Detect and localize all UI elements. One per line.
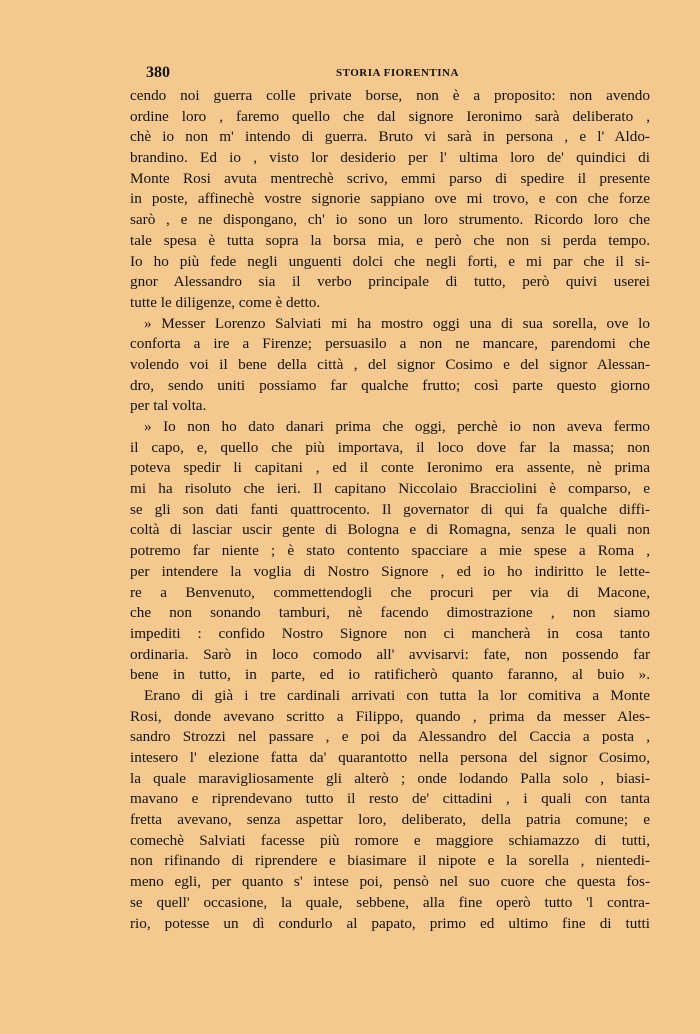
text-line: se gli son dati fanti quattrocento. Il governator di qui fa qualche diffi-	[130, 500, 650, 518]
text-line: re a Benvenuto, commettendogli che procuri per via di Macone,	[130, 583, 650, 601]
text-line: chè io non m' intendo di guerra. Bruto vi sarà in persona , e l' Aldo-	[130, 128, 650, 146]
text-line: Monte Rosi avuta mentrechè scrivo, emmi parso di spedire il presente	[130, 169, 650, 187]
text-line: volendo voi il bene della città , del signor Cosimo e del signor Alessan-	[130, 355, 650, 373]
text-line: Rosi, donde avevano scritto a Filippo, quando , prima da messer Ales-	[130, 707, 650, 725]
page-header	[146, 64, 651, 84]
text-line: fretta avevano, senza aspettar loro, deliberato, della patria comune; e	[130, 811, 650, 829]
page-number: 380	[146, 64, 170, 81]
text-line: mavano e riprendevano tutto il resto de' cittadini , i quali con tanta	[130, 790, 650, 808]
text-line: tutte le diligenze, come è detto.	[130, 293, 321, 311]
body-text	[130, 86, 650, 934]
text-line: Io ho più fede negli unguenti dolci che negli forti, e mi par che il si-	[130, 252, 650, 270]
text-line: potremo far niente ; è stato contento spacciare a mie spese a Roma ,	[130, 542, 650, 560]
text-line: per intendere la voglia di Nostro Signore , ed io ho indiritto le lette-	[130, 562, 650, 580]
text-line: meno egli, per quanto s' intese poi, pensò nel suo cuore che questa fos-	[130, 873, 650, 891]
text-line: il capo, e, quello che più importava, il loco dove far la massa; non	[130, 438, 650, 456]
text-line: per tal volta.	[130, 397, 207, 415]
text-line: bene in tutto, in parte, ed io ratificherò quanto faranno, al buio ».	[130, 666, 650, 684]
text-line: che non sonando tamburi, nè facendo dimostrazione , non siamo	[130, 604, 650, 622]
text-line: ordine loro , faremo quello che dal signore Ieronimo sarà deliberato ,	[130, 107, 650, 125]
text-line: » Messer Lorenzo Salviati mi ha mostro oggi una di sua sorella, ove lo	[144, 314, 650, 332]
text-line: brandino. Ed io , visto lor desiderio per l' ultima loro de' quindici di	[130, 149, 650, 167]
text-line: ordinaria. Sarò in loco comodo all' avvisarvi: fate, non possendo far	[130, 645, 650, 663]
text-line: coltà di lasciar uscir gente di Bologna e di Romagna, senza le quali non	[130, 521, 650, 539]
text-line: poteva spedir li capitani , ed il conte Ieronimo era assente, nè prima	[130, 459, 650, 477]
text-line: sandro Strozzi nel passare , e poi da Alessandro del Caccia a posta ,	[130, 728, 650, 746]
text-line: Erano di già i tre cardinali arrivati con tutta la lor comitiva a Monte	[144, 686, 650, 704]
text-line: non rifinando di riprendere e biasimare il nipote e la sorella , nientedi-	[130, 852, 650, 870]
text-line: gnor Alessandro sia il verbo principale di tutto, però quivi userei	[130, 273, 650, 291]
text-line: mi ha risoluto che ieri. Il capitano Niccolaio Bracciolini è comparso, e	[130, 480, 650, 498]
text-line: » Io non ho dato danari prima che oggi, perchè io non aveva fermo	[144, 418, 650, 435]
text-line: se quell' occasione, la quale, sebbene, alla fine operò tutto 'l contra-	[130, 893, 650, 911]
text-line: cendo noi guerra colle private borse, non è a proposito: non avendo	[130, 87, 650, 104]
text-line: dro, sendo uniti possiamo far qualche frutto; così parte questo giorno	[130, 376, 650, 394]
text-line: tale spesa è tutta sopra la borsa mia, e però che non si perda tempo.	[130, 231, 650, 249]
text-line: intesero l' elezione fatta da' quarantotto nella persona del signor Cosimo,	[130, 749, 650, 766]
text-line: sarò , e ne dispongano, ch' io sono un loro strumento. Ricordo loro che	[130, 211, 650, 229]
text-line: in poste, affinechè vostre signorie sappiano ove mi trovo, e con che forze	[130, 190, 650, 208]
text-line: impediti : confido Nostro Signore non ci mancherà in cosa tanto	[130, 624, 650, 642]
text-line: la quale maravigliosamente gli alterò ; onde lodando Palla solo , biasi-	[130, 769, 650, 787]
running-title: STORIA FIORENTINA	[336, 67, 459, 79]
text-line: comechè Salviati facesse più romore e maggiore schiamazzo di tutti,	[130, 831, 650, 849]
text-line: conforta a ire a Firenze; persuasilo a non ne mancare, parendomi che	[130, 335, 650, 353]
text-line: rio, potesse un dì condurlo al papato, primo ed ultimo fine di tutti	[130, 914, 650, 932]
